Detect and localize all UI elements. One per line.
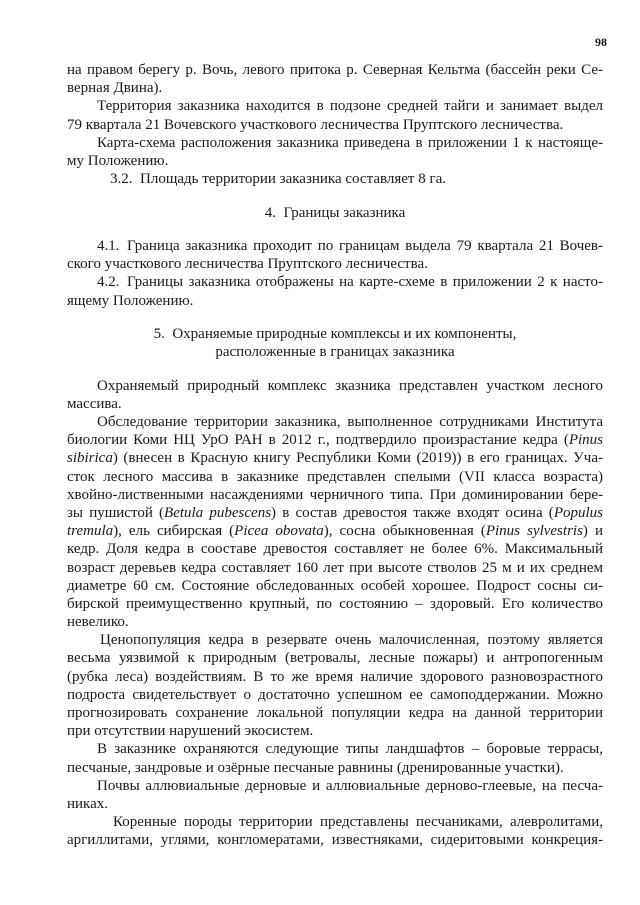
item-number: 3.2. [110,171,133,188]
paragraph-area [67,170,603,188]
text-run: зы пушистой ( [67,504,165,521]
paragraph-landscapes [67,740,603,776]
text-line: невелико. [67,614,129,631]
paragraph-cenopopulation [67,631,603,740]
text-line: сток лесного массива в заказнике представлен спелыми (VII класса возраста) [67,468,603,485]
paragraph-territory [67,97,603,133]
text-line [67,237,603,255]
paragraph-bedrock [67,813,603,849]
paragraph-survey [67,413,603,631]
species-name-italic: Pinus sylvestris [485,523,583,540]
text-line: (рубка леса) воздействиям. В то же время наличие здорового разновозрастного [67,668,603,685]
heading-number: 5. [153,326,165,343]
text-line: ского участкового лесничества Пруптского лесничества. [67,256,428,273]
text-run: ) (внесен в Красную книгу Республики Коми (2019)) в его границах. Уча- [112,450,603,467]
species-name-italic: Pinus [568,432,603,449]
text-line [67,504,603,522]
text-line: 79 квартала 21 Вочевского участкового лесничества Пруптского лесничества. [67,116,564,133]
paragraph-location-continued [67,61,603,97]
paragraph-item-4-2 [67,273,603,309]
text-line: В заказнике охраняются следующие типы ландшафтов – боровые террасы, [97,741,603,758]
text-line: Обследование территории заказника, выполненное сотрудниками Института [97,414,603,430]
species-name-italic: Populus [553,504,603,521]
item-text: Границы заказника отображены на карте-схеме в приложении 2 к насто- [127,274,603,291]
text-line: аргиллитами, углями, конгломератами, известняками, сидеритовыми конкреция- [67,832,603,849]
text-line: массива. [67,395,122,412]
heading-line [67,325,603,343]
text-run: биологии Коми НЦ УрО РАН в 2012 г., подтвердило произрастание кедра ( [67,432,569,449]
text-line [67,522,603,540]
text-line: песчаные, зандровые и озёрные песчаные равнины (дренированные участки). [67,759,564,776]
paragraph-map-scheme [67,134,603,170]
text-line [67,170,603,188]
text-line: Карта-схема расположения заказника приведена в приложении 1 к настояще- [97,134,603,151]
text-line [67,431,603,449]
text-line: Почвы аллювиальные дерновые и аллювиальные дерново-глеевые, на песча- [97,777,603,794]
paragraph-protected-complex [67,377,603,413]
section-heading-5 [67,325,603,361]
item-text: Граница заказника проходит по границам выдела 79 квартала 21 Вочев- [127,238,603,254]
text-line: на правом берегу р. Вочь, левого притока р. Северная Кельтма (бассейн реки Се- [67,62,603,78]
text-line [67,273,603,291]
text-line: прогнозировать сохранение локальной популяции кедра на данной территории [67,705,603,721]
text-line: кедр. Доля кедра в сооставе древостоя составляет не более 6%. Максимальный [67,541,603,558]
heading-line [67,204,603,222]
species-name-italic: Betula pubescens [164,504,272,521]
text-line: при отсутствии нарушений экосистем. [67,723,314,740]
text-run: ), ель сибирская ( [113,523,235,540]
text-line: весьма уязвимой к природным (ветровалы, лесные пожары) и антропогенным [67,650,603,667]
text-line: никах. [67,795,109,812]
text-line: ящему Положению. [67,292,194,309]
text-run: ), сосна обыкновенная ( [323,523,486,540]
page-body [67,61,603,850]
text-line: верная Двина). [67,80,163,97]
text-line: му Положению. [67,152,169,169]
heading-title: Охраняемые природные комплексы и их компоненты, [172,326,517,343]
item-text: Площадь территории заказника составляет 8 га. [140,171,447,188]
text-line: возраст деревьев кедра составляет 160 лет при высоте стволов 25 м и их среднем [67,559,603,576]
species-name-italic: tremula [67,523,114,540]
species-name-italic: sibirica [67,450,113,467]
text-run: ) в состав древостоя также входят осина ( [271,504,554,521]
text-line: Охраняемый природный комплекс зказника представлен участком лесного [97,377,603,394]
text-line: диаметре 60 см. Состояние обследованных особей хорошее. Подрост сосны си- [67,577,603,594]
text-line: Ценопопуляция кедра в резервате очень малочисленная, поэтому является [100,632,603,649]
text-line: Коренные породы территории представлены песчаниками, алевролитами, [113,814,603,831]
text-line: хвойно-лиственными насаждениями черничного типа. При доминировании бере- [67,486,603,503]
text-line: подроста свидетельствует о достаточно успешном ее самоподдержании. Можно [67,686,603,703]
section-heading-4 [67,204,603,222]
text-run: ) и [582,523,603,540]
heading-title: Границы заказника [283,204,406,221]
heading-line: расположенные в границах заказника [215,344,455,361]
species-name-italic: Picea obovata [234,523,324,540]
text-line: бирской преимущественно крупный, по состоянию – здоровый. Его количество [67,595,603,612]
page-number: 98 [595,35,607,49]
text-line: Территория заказника находится в подзоне средней тайги и занимает выдел [97,98,603,115]
heading-number: 4. [264,204,276,221]
item-number: 4.1. [97,238,120,254]
paragraph-item-4-1 [67,237,603,273]
paragraph-soils [67,777,603,813]
text-line [67,449,603,467]
item-number: 4.2. [97,274,120,291]
